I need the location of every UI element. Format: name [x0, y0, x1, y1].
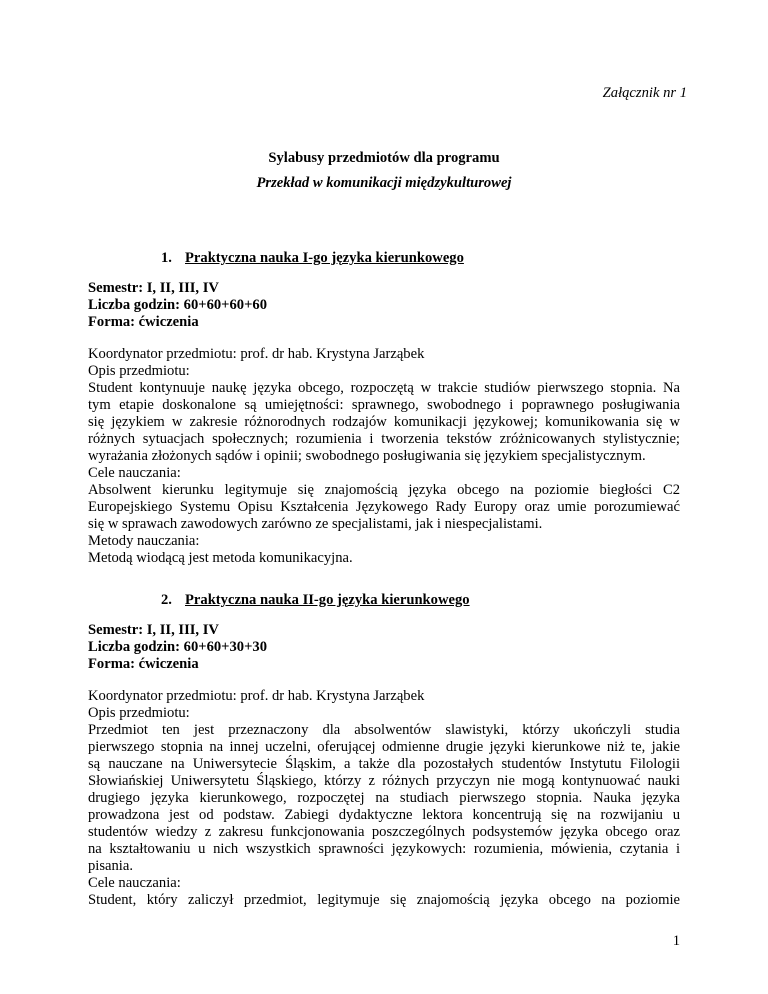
section-1-semester: Semestr: I, II, III, IV — [88, 280, 219, 296]
section-1-coordinator: Koordynator przedmiotu: prof. dr hab. Krystyna Jarząbek — [88, 346, 425, 362]
section-2-text-line: pisania. — [88, 858, 133, 874]
section-2-semester: Semestr: I, II, III, IV — [88, 622, 219, 638]
section-2-text-line: są nauczane na Uniwersytecie Śląskim, a także dla pozostałych studentów Instytutu Filologii — [88, 756, 680, 772]
section-1-text-line: tym etapie doskonalone są umiejętności: sprawnego, swobodnego i poprawnego posługiwania — [88, 397, 680, 413]
section-1-text-line: Metodą wiodącą jest metoda komunikacyjna. — [88, 550, 353, 566]
section-1-title: Praktyczna nauka I-go języka kierunkowego — [185, 250, 464, 266]
section-2-text-line: Słowiańskiej Uniwersytetu Śląskiego, którzy z różnych przyczyn nie mogą kontynuować nauki — [88, 773, 680, 789]
section-2-body — [88, 688, 680, 909]
section-1-body — [88, 346, 680, 567]
section-2-text-line: na kształtowaniu u nich wszystkich sprawności językowych: rozumienia, mówienia, czytania i — [88, 841, 680, 857]
section-1-methods-label: Metody nauczania: — [88, 533, 200, 549]
section-2-hours: Liczba godzin: 60+60+30+30 — [88, 639, 267, 655]
page-number: 1 — [672, 933, 680, 949]
section-2-text-line: drugiego języka kierunkowego, rozpoczętej na studiach pierwszego stopnia. Nauka języka — [88, 790, 680, 806]
section-2-text-line: prowadzona jest od podstaw. Zabiegi dydaktyczne lektora koncentrują się na rozwijaniu u — [88, 807, 680, 823]
section-1-text-line: Absolwent kierunku legitymuje się znajomością języka obcego na poziomie biegłości C2 — [88, 482, 680, 498]
section-2-text-line: studentów wiedzy z zakresu funkcjonowania poszczególnych podsystemów języka obcego oraz — [88, 824, 680, 840]
section-1-description-label: Opis przedmiotu: — [88, 363, 190, 379]
section-1-text-line: wyrażania złożonych sądów i opinii; swobodnego posługiwania się językiem specjalistycznym. — [88, 448, 646, 464]
section-2-text-line: Przedmiot ten jest przeznaczony dla absolwentów slawistyki, którzy ukończyli studia — [88, 722, 680, 738]
section-2-text-line: pierwszego stopnia na innej uczelni, oferującej odmienne drugie języki kierunkowe niż te, jakie — [88, 739, 680, 755]
document-subtitle: Przekład w komunikacji międzykulturowej — [256, 175, 512, 191]
section-1-meta — [88, 280, 267, 331]
section-1-heading — [161, 250, 464, 267]
section-2-meta — [88, 622, 267, 673]
section-2-description-label: Opis przedmiotu: — [88, 705, 190, 721]
section-1-text-line: się w sprawach zawodowych zarówno ze specjalistami, jak i niespecjalistami. — [88, 516, 543, 532]
section-2-coordinator: Koordynator przedmiotu: prof. dr hab. Krystyna Jarząbek — [88, 688, 425, 704]
section-1-text-line: się językiem w zakresie różnorodnych rodzajów komunikacji językowej; komunikowania się w — [88, 414, 680, 430]
section-2-number: 2. — [161, 592, 172, 608]
section-1-goals-label: Cele nauczania: — [88, 465, 181, 481]
section-1-form: Forma: ćwiczenia — [88, 314, 199, 330]
section-1-number: 1. — [161, 250, 172, 266]
document-title: Sylabusy przedmiotów dla programu — [268, 150, 500, 166]
section-2-heading — [161, 592, 470, 609]
section-1-text-line: Student kontynuuje naukę języka obcego, rozpoczętą w trakcie studiów pierwszego stopnia. Na — [88, 380, 680, 396]
section-2-goals-label: Cele nauczania: — [88, 875, 181, 891]
section-2-text-line: Student, który zaliczył przedmiot, legitymuje się znajomością języka obcego na poziomie — [88, 892, 680, 908]
section-1-text-line: Europejskiego Systemu Opisu Kształcenia Językowego Rady Europy oraz umie porozumiewać — [88, 499, 680, 515]
annex-label: Załącznik nr 1 — [602, 85, 687, 101]
section-1-text-line: różnych sytuacjach społecznych; rozumienia i tworzenia tekstów zróżnicowanych stylistycznie; — [88, 431, 680, 447]
section-1-hours: Liczba godzin: 60+60+60+60 — [88, 297, 267, 313]
section-2-title: Praktyczna nauka II-go języka kierunkowego — [185, 592, 470, 608]
section-2-form: Forma: ćwiczenia — [88, 656, 199, 672]
